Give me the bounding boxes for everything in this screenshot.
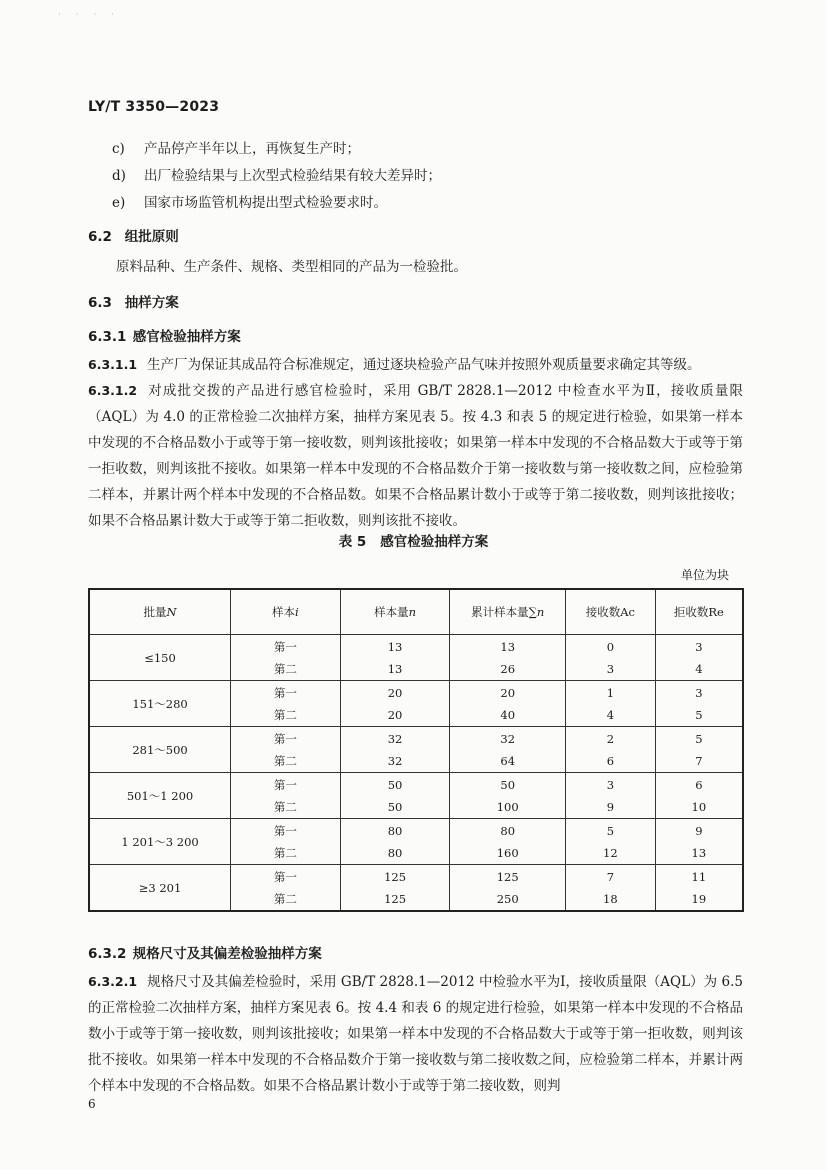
acceptance-cell: 0 3 [566,635,656,681]
header-acceptance: 接收数Ac [566,589,656,635]
sample-size-cell: 32 32 [340,727,450,773]
table-header-row [89,589,743,635]
section-title: 感官检验抽样方案 [132,329,241,345]
cumulative-size-cell: 80 160 [450,819,566,865]
table-row [89,865,743,912]
header-cumulative-size: 累计样本量∑n [450,589,566,635]
page-number: 6 [88,1097,96,1111]
lot-size-cell: 151～280 [89,681,231,727]
section-heading-6-3 [88,291,179,311]
list-marker: c) [112,141,125,157]
list-item [112,163,441,190]
sample-size-cell: 13 13 [340,635,450,681]
table-row [89,819,743,865]
section-title: 抽样方案 [124,295,179,311]
rejection-cell: 11 19 [655,865,743,912]
cumulative-size-cell: 32 64 [450,727,566,773]
clause-text: 规格尺寸及其偏差检验时，采用 GB/T 2828.1—2012 中检验水平为Ⅰ，接收质量限（AQL）为 6.5 的正常检验二次抽样方案，抽样方案见表 6。按 4.4 和表 6 的规定进行检验，如果第一样本中发现的不合格品数小于或等于第一接收数，则判该批接收；如果第一样本中发现的不合格品数大于或等于第一拒收数，则判该批不接收。如果第一样本中发现的不合格品数介于第一接收数与第二接收数之间，应检验第二样本，并累计两个样本中发现的不合格品数。如果不合格品累计数小于或等于第二接收数，则判 [88,974,743,1094]
section-number: 6.3.1 [88,329,127,345]
cumulative-size-cell: 50 100 [450,773,566,819]
list-item [112,136,441,163]
standard-code-header: LY/T 3350—2023 [88,99,220,115]
table-row [89,681,743,727]
header-rejection: 拒收数Re [655,589,743,635]
sample-cell: 第一 第二 [231,865,341,912]
clause-text: 对成批交拨的产品进行感官检验时，采用 GB/T 2828.1—2012 中检查水平为Ⅱ，接收质量限（AQL）为 4.0 的正常检验二次抽样方案，抽样方案见表 5。按 4.3 和表 5 的规定进行检验，如果第一样本中发现的不合格品数小于或等于第一接收数，则判该批接收；如果第一样本中发现的不合格品数大于或等于第一拒收数，则判该批不接收。如果第一样本中发现的不合格品数介于第一接收数与第一接收数之间，应检验第二样本，并累计两个样本中发现的不合格品数。如果不合格品累计数小于或等于第二接收数，则判该批接收；如果不合格品累计数大于或等于第二拒收数，则判该批不接收。 [88,383,743,529]
sample-cell: 第一 第二 [231,635,341,681]
table-title: 感官检验抽样方案 [380,534,489,550]
header-sample-size: 样本量n [340,589,450,635]
list-text: 产品停产半年以上，再恢复生产时； [144,141,360,157]
header-sample: 样本i [231,589,341,635]
cumulative-size-cell: 125 250 [450,865,566,912]
paragraph-6-3-2-1 [88,969,743,1099]
section-6-2-body: 原料品种、生产条件、规格、类型相同的产品为一检验批。 [116,259,467,275]
sample-cell: 第一 第二 [231,773,341,819]
section-number: 6.2 [88,229,112,245]
table-label: 表 5 [338,534,367,550]
acceptance-cell: 3 9 [566,773,656,819]
list-marker: e) [112,195,126,211]
acceptance-cell: 7 18 [566,865,656,912]
sample-cell: 第一 第二 [231,681,341,727]
lot-size-cell: 1 201～3 200 [89,819,231,865]
list-text: 出厂检验结果与上次型式检验结果有较大差异时； [144,168,441,184]
table-row [89,635,743,681]
paragraph-6-3-1-1 [88,352,743,378]
sample-size-cell: 50 50 [340,773,450,819]
table-row [89,773,743,819]
clause-number: 6.3.2.1 [88,974,138,989]
table-unit-note: 单位为块 [680,568,729,582]
condition-list [112,136,441,217]
section-title: 组批原则 [124,229,179,245]
list-item [112,190,441,217]
section-title: 规格尺寸及其偏差检验抽样方案 [132,946,322,962]
rejection-cell: 3 4 [655,635,743,681]
section-number: 6.3 [88,295,112,311]
acceptance-cell: 2 6 [566,727,656,773]
list-text: 国家市场监管机构提出型式检验要求时。 [144,195,387,211]
lot-size-cell: 281～500 [89,727,231,773]
header-lot-size: 批量N [89,589,231,635]
rejection-cell: 6 10 [655,773,743,819]
clause-number: 6.3.1.2 [88,383,138,398]
rejection-cell: 3 5 [655,681,743,727]
paragraph-6-3-1-2 [88,378,743,534]
table-row [89,727,743,773]
rejection-cell: 5 7 [655,727,743,773]
lot-size-cell: ≤150 [89,635,231,681]
section-heading-6-3-2 [88,942,322,962]
rejection-cell: 9 13 [655,819,743,865]
list-marker: d) [112,168,126,184]
cumulative-size-cell: 13 26 [450,635,566,681]
sample-size-cell: 125 125 [340,865,450,912]
cumulative-size-cell: 20 40 [450,681,566,727]
section-number: 6.3.2 [88,946,127,962]
sample-size-cell: 20 20 [340,681,450,727]
table-caption [0,530,827,550]
section-heading-6-2 [88,225,179,245]
sample-cell: 第一 第二 [231,727,341,773]
sample-cell: 第一 第二 [231,819,341,865]
clause-text: 生产厂为保证其成品符合标准规定，通过逐块检验产品气味并按照外观质量要求确定其等级。 [147,357,701,373]
lot-size-cell: ≥3 201 [89,865,231,912]
acceptance-cell: 1 4 [566,681,656,727]
scan-corner-mark: · · · · [58,10,121,20]
section-heading-6-3-1 [88,325,241,345]
sample-size-cell: 80 80 [340,819,450,865]
lot-size-cell: 501～1 200 [89,773,231,819]
sampling-plan-table [88,588,744,912]
clause-number: 6.3.1.1 [88,357,138,372]
acceptance-cell: 5 12 [566,819,656,865]
